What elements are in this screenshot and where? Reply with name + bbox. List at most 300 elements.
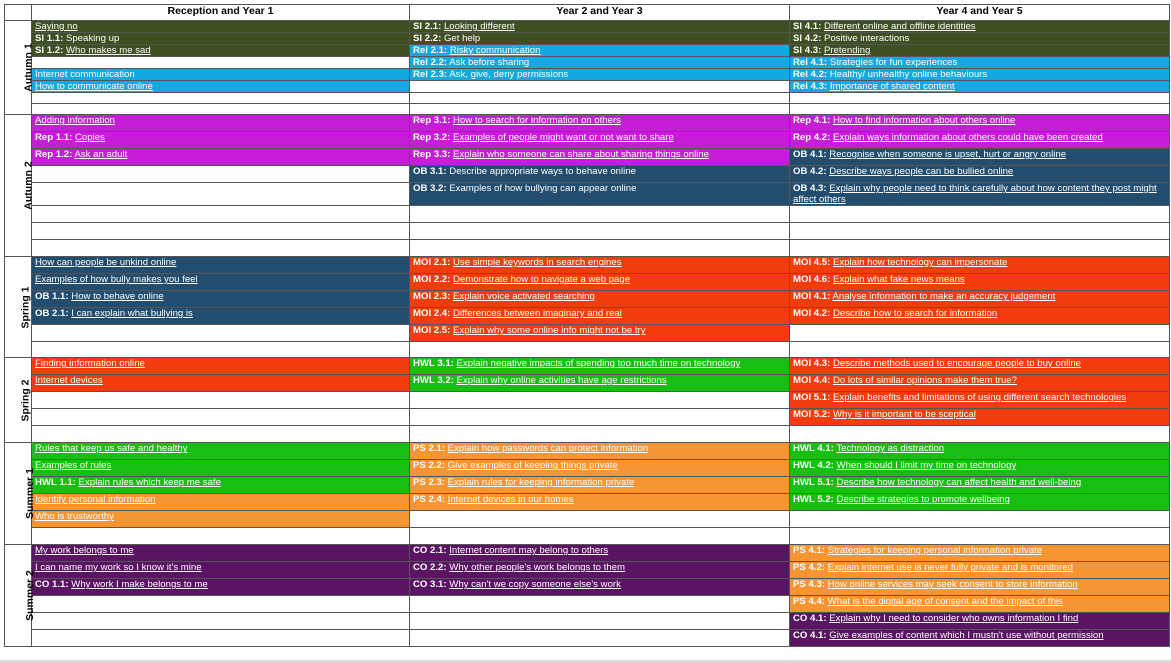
topic-link[interactable]: Why can't we copy someone else's work [449,579,621,590]
lesson-code: MOI 2.2: [413,274,451,285]
empty-cell [410,630,790,647]
topic-cell[interactable] [32,562,410,579]
empty-cell [790,93,1170,104]
table-row [5,460,1170,477]
term-label-cell-spring-1 [5,257,32,358]
table-row [5,613,1170,630]
topic-link[interactable]: How to find information about others online [833,115,1016,126]
topic-link[interactable]: How to search for information on others [453,115,621,126]
lesson-code: PS 2.3: [413,477,445,488]
topic-cell [410,69,790,81]
topic-link[interactable]: Explain why online activities have age restrictions [456,375,667,386]
empty-cell [32,528,410,545]
table-body [5,21,1170,647]
term-label: Summer 1 [23,468,36,519]
topic-cell[interactable] [32,443,410,460]
topic-link[interactable]: Explain internet use is never fully private and is monitored [827,562,1073,573]
empty-cell [790,511,1170,528]
topic-link[interactable]: Describe ways people can be bullied online [829,166,1014,177]
table-row [5,375,1170,392]
empty-cell [790,325,1170,342]
topic-link[interactable]: Importance of shared content [829,81,955,92]
topic-cell [32,69,410,81]
empty-cell [790,223,1170,240]
empty-cell [410,342,790,358]
topic-cell[interactable] [790,545,1170,562]
lesson-code: MOI 2.1: [413,257,451,268]
table-row [5,149,1170,166]
topic-link[interactable]: Rules that keep us safe and healthy [35,443,188,454]
empty-cell [410,613,790,630]
lesson-code: CO 3.1: [413,579,447,590]
lesson-code: MOI 4.3: [793,358,831,369]
lesson-code: OB 3.2: [413,183,447,194]
topic-cell[interactable] [410,579,790,596]
topic-link[interactable]: Finding information online [35,358,145,369]
empty-cell [410,426,790,443]
topic-link[interactable]: Why is it important to be sceptical [833,409,976,420]
table-row [5,104,1170,115]
topic-link[interactable]: Ask an adult [74,149,128,160]
empty-cell [32,223,410,240]
topic-cell[interactable] [32,45,410,57]
topic-link[interactable]: Analyse information to make an accuracy judgement [832,291,1056,302]
lesson-code: Rep 1.1: [35,132,73,143]
topic-link[interactable]: How to behave online [71,291,164,302]
table-row [5,45,1170,57]
empty-cell [410,206,790,223]
topic-cell[interactable] [790,149,1170,166]
empty-cell [790,528,1170,545]
lesson-code: OB 4.3: [793,183,827,194]
term-label: Summer 2 [23,570,36,621]
table-row [5,426,1170,443]
topic-link[interactable]: Explain why some online info might not be try [453,325,646,336]
topic-cell [790,33,1170,45]
topic-cell[interactable] [790,596,1170,613]
topic-cell[interactable] [790,183,1170,206]
lesson-code: Rep 3.3: [413,149,451,160]
curriculum-table [4,4,1170,647]
topic-cell[interactable] [410,274,790,291]
topic-link[interactable]: Recognise when someone is upset, hurt or angry online [829,149,1067,160]
table-row [5,291,1170,308]
topic-cell[interactable] [32,149,410,166]
lesson-code: CO 4.1: [793,630,827,641]
topic-cell[interactable] [790,613,1170,630]
topic-link[interactable]: Explain who someone can share about sharing things online [453,149,710,160]
topic-cell[interactable] [410,257,790,274]
topic-link[interactable]: Strategies for keeping personal information private [827,545,1043,556]
topic-link[interactable]: Internet devices in our homes [447,494,574,505]
lesson-code: Rel 4.2: [793,69,828,80]
table-row [5,206,1170,223]
topic-link[interactable]: My work belongs to me [35,545,134,556]
lesson-code: PS 4.3: [793,579,825,590]
column-header-year4-year5: Year 4 and Year 5 [790,5,1170,21]
lesson-code: PS 4.4: [793,596,825,607]
topic-cell[interactable] [32,579,410,596]
topic-cell[interactable] [790,21,1170,33]
topic-text: Positive interactions [823,33,910,44]
table-row [5,392,1170,409]
topic-text: Ask, give, deny permissions [449,69,569,80]
table-row [5,630,1170,647]
topic-link[interactable]: How can people be unkind online [35,257,177,268]
empty-cell [790,426,1170,443]
lesson-code: SI 2.2: [413,33,442,44]
topic-link[interactable]: Why other people's work belongs to them [449,562,625,573]
table-row [5,21,1170,33]
topic-cell[interactable] [790,630,1170,647]
topic-cell [790,57,1170,69]
topic-link[interactable]: Looking different [443,21,515,32]
table-row [5,223,1170,240]
topic-cell[interactable] [790,45,1170,57]
lesson-code: Rel 2.1: [413,45,448,56]
topic-text: Examples of how bullying can appear online [449,183,637,194]
topic-link[interactable]: Demonstrate how to navigate a web page [453,274,631,285]
empty-cell [32,206,410,223]
topic-cell[interactable] [410,308,790,325]
topic-cell[interactable] [32,21,410,33]
term-label: Autumn 2 [22,161,35,210]
topic-link[interactable]: Explain negative impacts of spending too much time on technology [456,358,741,369]
topic-cell[interactable] [32,291,410,308]
table-row [5,166,1170,183]
topic-cell[interactable] [410,477,790,494]
topic-link[interactable]: Explain why I need to consider who owns information I find [829,613,1079,624]
empty-cell [32,57,410,69]
topic-cell[interactable] [410,45,790,57]
term-label-cell-autumn-1 [5,21,35,115]
lesson-code: OB 3.1: [413,166,447,177]
topic-cell[interactable] [32,358,410,375]
topic-cell[interactable] [32,511,410,528]
topic-cell [410,33,790,45]
empty-cell [32,596,410,613]
lesson-code: MOI 2.3: [413,291,451,302]
lesson-code: MOI 2.4: [413,308,451,319]
lesson-code: OB 2.1: [35,308,69,319]
topic-link[interactable]: Who is trustworthy [35,511,114,522]
topic-cell[interactable] [790,358,1170,375]
topic-cell[interactable] [410,21,790,33]
topic-cell[interactable] [410,115,790,132]
topic-link[interactable]: Different online and offline identities [823,21,976,32]
topic-link[interactable]: Use simple keywords in search engines [453,257,622,268]
lesson-code: Rel 4.3: [793,81,828,92]
topic-link[interactable]: Risky communication [449,45,541,56]
lesson-code: Rel 2.2: [413,57,448,68]
topic-cell[interactable] [410,149,790,166]
table-row [5,81,1170,93]
topic-cell[interactable] [790,460,1170,477]
topic-cell[interactable] [790,81,1170,93]
topic-link[interactable]: How online services may seek consent to store information [827,579,1078,590]
empty-cell [410,392,790,409]
term-label-cell-autumn-2 [5,115,35,257]
topic-link[interactable]: When should I limit my time on technology [836,460,1017,471]
topic-link[interactable]: Explain rules for keeping information private [447,477,635,488]
topic-link[interactable]: Explain voice activated searching [453,291,595,302]
term-label-cell-summer-1 [5,443,36,545]
lesson-code: MOI 4.2: [793,308,831,319]
lesson-code: MOI 5.1: [793,392,831,403]
empty-cell [410,104,790,115]
topic-cell[interactable] [790,132,1170,149]
topic-link[interactable]: Who makes me sad [65,45,151,56]
table-row [5,409,1170,426]
table-row [5,183,1170,206]
topic-link[interactable]: Explain rules which keep me safe [78,477,221,488]
table-row [5,596,1170,613]
lesson-code: Rel 4.1: [793,57,828,68]
topic-cell[interactable] [790,409,1170,426]
lesson-code: Rep 4.1: [793,115,831,126]
topic-link[interactable]: How to communicate online [35,81,153,92]
empty-cell [790,342,1170,358]
lesson-code: MOI 5.2: [793,409,831,420]
topic-cell[interactable] [32,477,410,494]
header-corner [5,5,32,21]
topic-link[interactable]: Identify personal information [35,494,156,505]
topic-cell[interactable] [790,257,1170,274]
topic-cell[interactable] [410,443,790,460]
topic-link[interactable]: Give examples of keeping things private [447,460,618,471]
topic-link[interactable]: Saying no [35,21,78,32]
topic-link[interactable]: I can name my work so I know it's mine [35,562,202,573]
topic-link[interactable]: Technology as distraction [836,443,945,454]
table-row [5,579,1170,596]
lesson-code: MOI 2.5: [413,325,451,336]
lesson-code: SI 1.1: [35,33,64,44]
topic-text: Healthy/ unhealthy online behaviours [829,69,988,80]
topic-cell [410,183,790,206]
lesson-code: HWL 4.1: [793,443,834,454]
topic-cell[interactable] [32,132,410,149]
lesson-code: MOI 4.4: [793,375,831,386]
empty-cell [410,596,790,613]
lesson-code: PS 2.4: [413,494,445,505]
lesson-code: PS 4.2: [793,562,825,573]
topic-link[interactable]: Describe strategies to promote wellbeing [836,494,1010,505]
topic-text: Get help [443,33,481,44]
topic-cell[interactable] [790,166,1170,183]
topic-cell[interactable] [410,545,790,562]
lesson-code: PS 4.1: [793,545,825,556]
lesson-code: CO 1.1: [35,579,69,590]
topic-link[interactable]: Copies [75,132,105,143]
empty-cell [410,240,790,257]
table-row [5,257,1170,274]
topic-text: Describe appropriate ways to behave online [449,166,636,177]
topic-link[interactable]: Describe methods used to encourage people to buy online [833,358,1082,369]
topic-cell [410,57,790,69]
topic-cell[interactable] [790,274,1170,291]
empty-cell [32,183,410,206]
table-row [5,528,1170,545]
lesson-code: HWL 5.1: [793,477,834,488]
topic-link[interactable]: Explain ways information about others could have been created [833,132,1103,143]
table-row [5,308,1170,325]
topic-cell[interactable] [32,460,410,477]
topic-link[interactable]: Give examples of content which I mustn't use without permission [829,630,1104,641]
topic-cell[interactable] [790,308,1170,325]
topic-cell[interactable] [790,375,1170,392]
empty-cell [410,93,790,104]
topic-cell[interactable] [32,308,410,325]
table-row [5,342,1170,358]
empty-cell [32,104,410,115]
lesson-code: MOI 4.6: [793,274,831,285]
topic-cell[interactable] [32,494,410,511]
topic-cell[interactable] [32,375,410,392]
topic-cell[interactable] [32,274,410,291]
lesson-code: HWL 3.2: [413,375,454,386]
topic-link[interactable]: Explain why people need to think carefully about how content they post might affect others [793,183,1157,205]
topic-text: Strategies for fun experiences [829,57,958,68]
empty-cell [32,392,410,409]
empty-cell [32,426,410,443]
topic-cell[interactable] [790,392,1170,409]
lesson-code: HWL 5.2: [793,494,834,505]
topic-link[interactable]: Examples of how bully makes you feel [35,274,198,285]
lesson-code: HWL 4.2: [793,460,834,471]
lesson-code: HWL 1.1: [35,477,76,488]
topic-link[interactable]: Explain benefits and limitations of using different search technologies [833,392,1127,403]
topic-cell[interactable] [32,545,410,562]
topic-cell[interactable] [410,358,790,375]
empty-cell [32,613,410,630]
term-label: Spring 1 [19,285,32,329]
column-header-reception-year1: Reception and Year 1 [32,5,410,21]
empty-cell [32,93,410,104]
lesson-code: Rep 1.2: [35,149,73,160]
empty-cell [790,104,1170,115]
topic-cell [410,166,790,183]
table-row [5,69,1170,81]
topic-link[interactable]: Why work I make belongs to me [71,579,208,590]
topic-cell [790,69,1170,81]
empty-cell [410,81,790,93]
empty-cell [410,223,790,240]
table-row [5,358,1170,375]
table-row [5,562,1170,579]
topic-text: Ask before sharing [449,57,530,68]
empty-cell [32,166,410,183]
topic-cell[interactable] [410,375,790,392]
table-row [5,443,1170,460]
lesson-code: Rep 3.2: [413,132,451,143]
empty-cell [790,240,1170,257]
table-row [5,57,1170,69]
topic-link[interactable]: Describe how to search for information [833,308,998,319]
table-row [5,511,1170,528]
lesson-code: OB 4.2: [793,166,827,177]
table-row [5,33,1170,45]
lesson-code: MOI 4.1: [793,291,831,302]
topic-cell[interactable] [410,132,790,149]
topic-cell [32,33,410,45]
topic-cell[interactable] [790,579,1170,596]
topic-link[interactable]: Do lots of similar opinions make them true? [833,375,1017,386]
term-label-cell-spring-2 [5,358,32,443]
lesson-code: CO 4.1: [793,613,827,624]
topic-cell[interactable] [32,257,410,274]
topic-link[interactable]: Examples of people might want or not want to share [453,132,674,143]
table-row [5,325,1170,342]
topic-link[interactable]: Explain how passwords can protect information [447,443,649,454]
topic-text: Speaking up [65,33,120,44]
lesson-code: SI 4.3: [793,45,822,56]
topic-cell[interactable] [410,494,790,511]
topic-link[interactable]: I can explain what bullying is [71,308,193,319]
topic-cell[interactable] [410,291,790,308]
header-row [5,5,1170,21]
lesson-code: SI 4.2: [793,33,822,44]
topic-cell[interactable] [410,562,790,579]
topic-cell[interactable] [790,562,1170,579]
empty-cell [32,630,410,647]
empty-cell [410,511,790,528]
lesson-code: Rel 2.3: [413,69,448,80]
lesson-code: SI 2.1: [413,21,442,32]
empty-cell [32,409,410,426]
column-header-year2-year3: Year 2 and Year 3 [410,5,790,21]
lesson-code: CO 2.2: [413,562,447,573]
topic-cell[interactable] [410,325,790,342]
table-row [5,115,1170,132]
term-label-cell-summer-2 [5,545,36,647]
topic-cell[interactable] [790,115,1170,132]
lesson-code: Rep 3.1: [413,115,451,126]
empty-cell [32,325,410,342]
topic-link[interactable]: Internet content may belong to others [449,545,609,556]
table-row [5,93,1170,104]
topic-link[interactable]: Describe how technology can affect health and well-being [836,477,1082,488]
topic-link[interactable]: Internet devices [35,375,103,386]
lesson-code: HWL 3.1: [413,358,454,369]
lesson-code: PS 2.1: [413,443,445,454]
topic-link[interactable]: Explain what fake news means [833,274,965,285]
lesson-code: SI 4.1: [793,21,822,32]
term-label: Autumn 1 [22,43,35,92]
lesson-code: OB 1.1: [35,291,69,302]
lesson-code: OB 4.1: [793,149,827,160]
topic-cell[interactable] [790,291,1170,308]
topic-cell[interactable] [32,81,410,93]
topic-link[interactable]: Examples of rules [35,460,112,471]
lesson-code: MOI 4.5: [793,257,831,268]
lesson-code: Rep 4.2: [793,132,831,143]
empty-cell [32,240,410,257]
topic-link[interactable]: Pretending [823,45,871,56]
topic-link[interactable]: Differences between imaginary and real [453,308,622,319]
topic-link[interactable]: What is the digital age of consent and the impact of this [827,596,1063,607]
topic-cell[interactable] [790,443,1170,460]
table-row [5,545,1170,562]
topic-cell[interactable] [410,460,790,477]
topic-cell[interactable] [790,494,1170,511]
empty-cell [410,528,790,545]
topic-cell[interactable] [32,115,410,132]
topic-link[interactable]: Explain how technology can impersonate [833,257,1008,268]
topic-link[interactable]: Adding information [35,115,115,126]
topic-cell[interactable] [790,477,1170,494]
term-label: Spring 2 [19,378,32,422]
empty-cell [32,342,410,358]
